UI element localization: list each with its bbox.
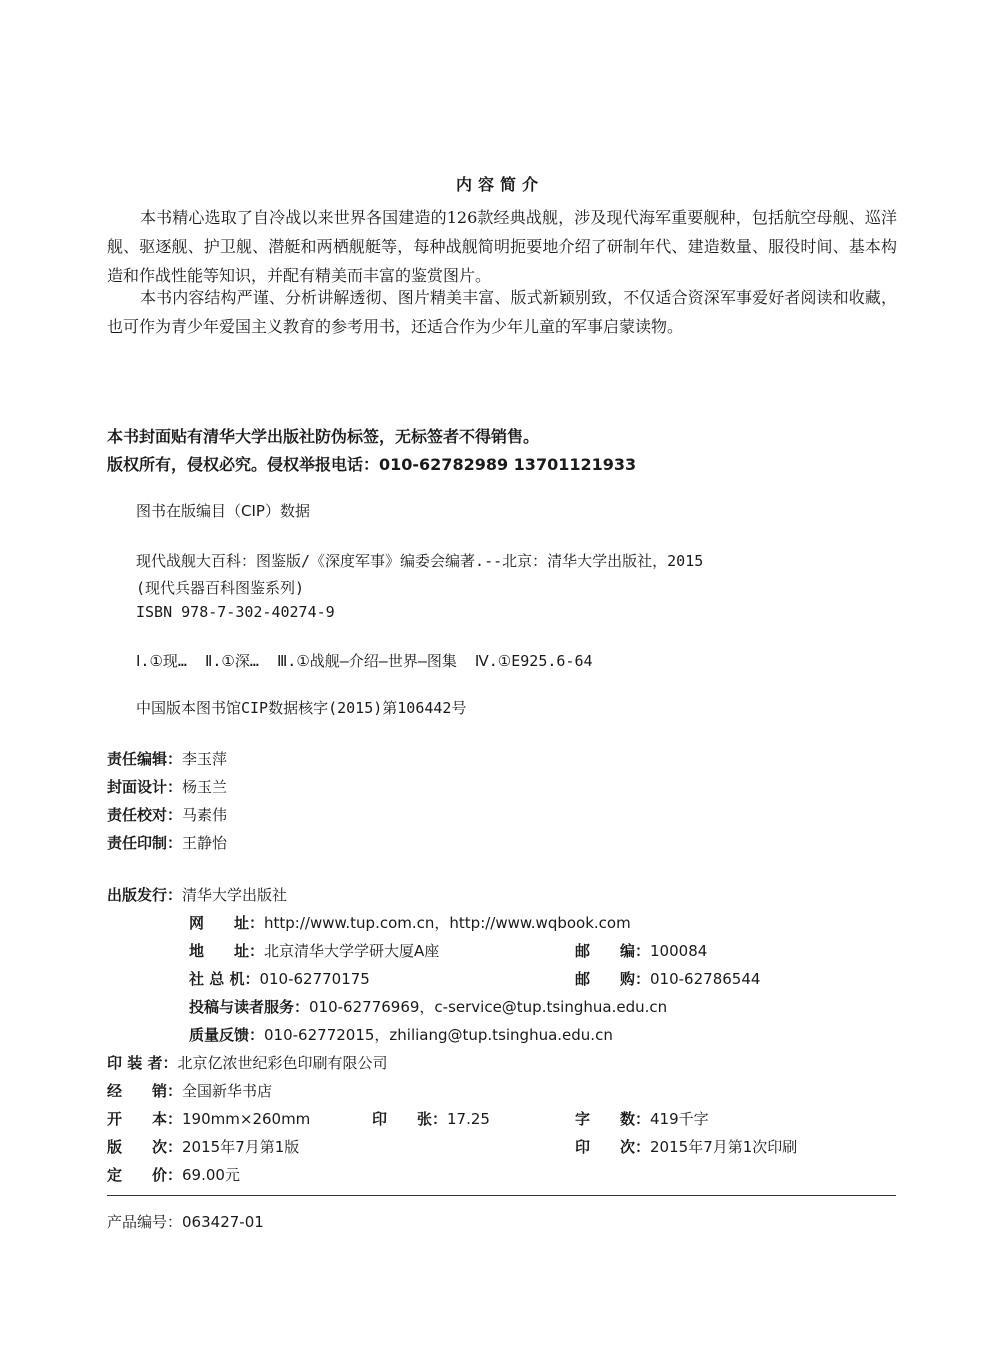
pub-value: 2015年7月第1次印刷: [650, 1138, 798, 1156]
edition-row: [107, 1136, 299, 1157]
switchboard-row: [189, 968, 370, 989]
credit-value: 杨玉兰: [182, 778, 228, 796]
credit-value: 马素伟: [182, 806, 228, 824]
pub-label: 邮 购：: [575, 970, 651, 988]
cip-record-number: 中国版本图书馆CIP数据核字(2015)第106442号: [136, 699, 467, 717]
pub-value: 419千字: [650, 1110, 709, 1128]
credit-label: 责任校对：: [107, 806, 183, 824]
reader-service-row: [189, 996, 667, 1017]
credit-label: 封面设计：: [107, 778, 183, 796]
pub-label: 质量反馈：: [189, 1026, 265, 1044]
pub-label: 邮 编：: [575, 942, 651, 960]
price-row: [107, 1164, 240, 1185]
credit-cover-design: [107, 776, 227, 797]
pub-value: 清华大学出版社: [182, 886, 288, 904]
pub-value: 全国新华书店: [182, 1082, 273, 1100]
pub-value: 010-62786544: [650, 970, 761, 988]
format-row: [107, 1108, 310, 1129]
pub-label: 开 本：: [107, 1110, 183, 1128]
quality-feedback-row: [189, 1024, 613, 1045]
pub-value: http://www.tup.com.cn，http://www.wqbook.com: [264, 914, 631, 932]
distributor-row: [107, 1080, 272, 1101]
summary-paragraph-1: 本书精心选取了自冷战以来世界各国建造的126款经典战舰，涉及现代海军重要舰种，包括航空母舰、巡洋舰、驱逐舰、护卫舰、潜艇和两栖舰艇等，每种战舰简明扼要地介绍了研制年代、建造数量、服役时间、基本构造和作战性能等知识，并配有精美而丰富的鉴赏图片。: [107, 208, 897, 285]
printer-row: [107, 1052, 387, 1073]
pub-value: 010-62772015，zhiliang@tup.tsinghua.edu.cn: [264, 1026, 613, 1044]
pub-value: 北京亿浓世纪彩色印刷有限公司: [177, 1054, 388, 1072]
address-row: [189, 940, 439, 961]
product-code-label: 产品编号：: [107, 1213, 183, 1231]
copyright-notice: 版权所有，侵权必究。侵权举报电话：010-62782989 13701121933: [107, 455, 637, 474]
pub-label: 网 址：: [189, 914, 265, 932]
pub-label: 印 张：: [372, 1110, 448, 1128]
pub-value: 69.00元: [182, 1166, 240, 1184]
summary-paragraph-2: 本书内容结构严谨、分析讲解透彻、图片精美丰富、版式新颖别致，不仅适合资深军事爱好者阅读和收藏，也可作为青少年爱国主义教育的参考用书，还适合作为少年儿童的军事启蒙读物。: [107, 288, 897, 336]
cip-isbn: ISBN 978-7-302-40274-9: [136, 603, 335, 621]
pub-label: 版 次：: [107, 1138, 183, 1156]
credit-proofreader: [107, 804, 227, 825]
pub-value: 190mm×260mm: [182, 1110, 311, 1128]
credit-printing: [107, 832, 227, 853]
pub-value: 010-62770175: [259, 970, 370, 988]
pub-label: 印 装 者：: [107, 1054, 178, 1072]
impression-row: [575, 1136, 797, 1157]
anti-counterfeit-notice: 本书封面贴有清华大学出版社防伪标签，无标签者不得销售。: [107, 427, 540, 446]
postcode-row: [575, 940, 707, 961]
pub-value: 100084: [650, 942, 708, 960]
pub-label: 定 价：: [107, 1166, 183, 1184]
printed-sheets-row: [372, 1108, 490, 1129]
pub-label: 字 数：: [575, 1110, 651, 1128]
pub-label: 投稿与读者服务：: [189, 998, 310, 1016]
cip-classification: Ⅰ.①现… Ⅱ.①深… Ⅲ.①战舰—介绍—世界—图集 Ⅳ.①E925.6-64: [136, 652, 593, 670]
credit-label: 责任印制：: [107, 834, 183, 852]
credit-editor: [107, 748, 227, 769]
pub-label: 地 址：: [189, 942, 265, 960]
website-row: [189, 912, 631, 933]
summary-title: 内容简介: [455, 175, 544, 194]
pub-value: 010-62776969，c-service@tup.tsinghua.edu.cn: [309, 998, 668, 1016]
credit-value: 王静怡: [182, 834, 228, 852]
pub-label: 经 销：: [107, 1082, 183, 1100]
publisher-row: [107, 884, 287, 905]
pub-label: 印 次：: [575, 1138, 651, 1156]
pub-value: 17.25: [447, 1110, 490, 1128]
cip-heading: 图书在版编目（CIP）数据: [136, 502, 310, 520]
pub-value: 北京清华大学学研大厦A座: [264, 942, 440, 960]
pub-label: 社 总 机：: [189, 970, 260, 988]
word-count-row: [575, 1108, 709, 1129]
credit-value: 李玉萍: [182, 750, 228, 768]
cip-line: (现代兵器百科图鉴系列): [136, 579, 305, 597]
product-code-value: 063427-01: [182, 1213, 264, 1231]
cip-line: 现代战舰大百科：图鉴版/《深度军事》编委会编著.--北京：清华大学出版社，2015: [136, 552, 704, 570]
mail-order-row: [575, 968, 760, 989]
credit-label: 责任编辑：: [107, 750, 183, 768]
divider-line: [107, 1195, 896, 1196]
product-code: [107, 1211, 264, 1232]
pub-label: 出版发行：: [107, 886, 183, 904]
pub-value: 2015年7月第1版: [182, 1138, 300, 1156]
